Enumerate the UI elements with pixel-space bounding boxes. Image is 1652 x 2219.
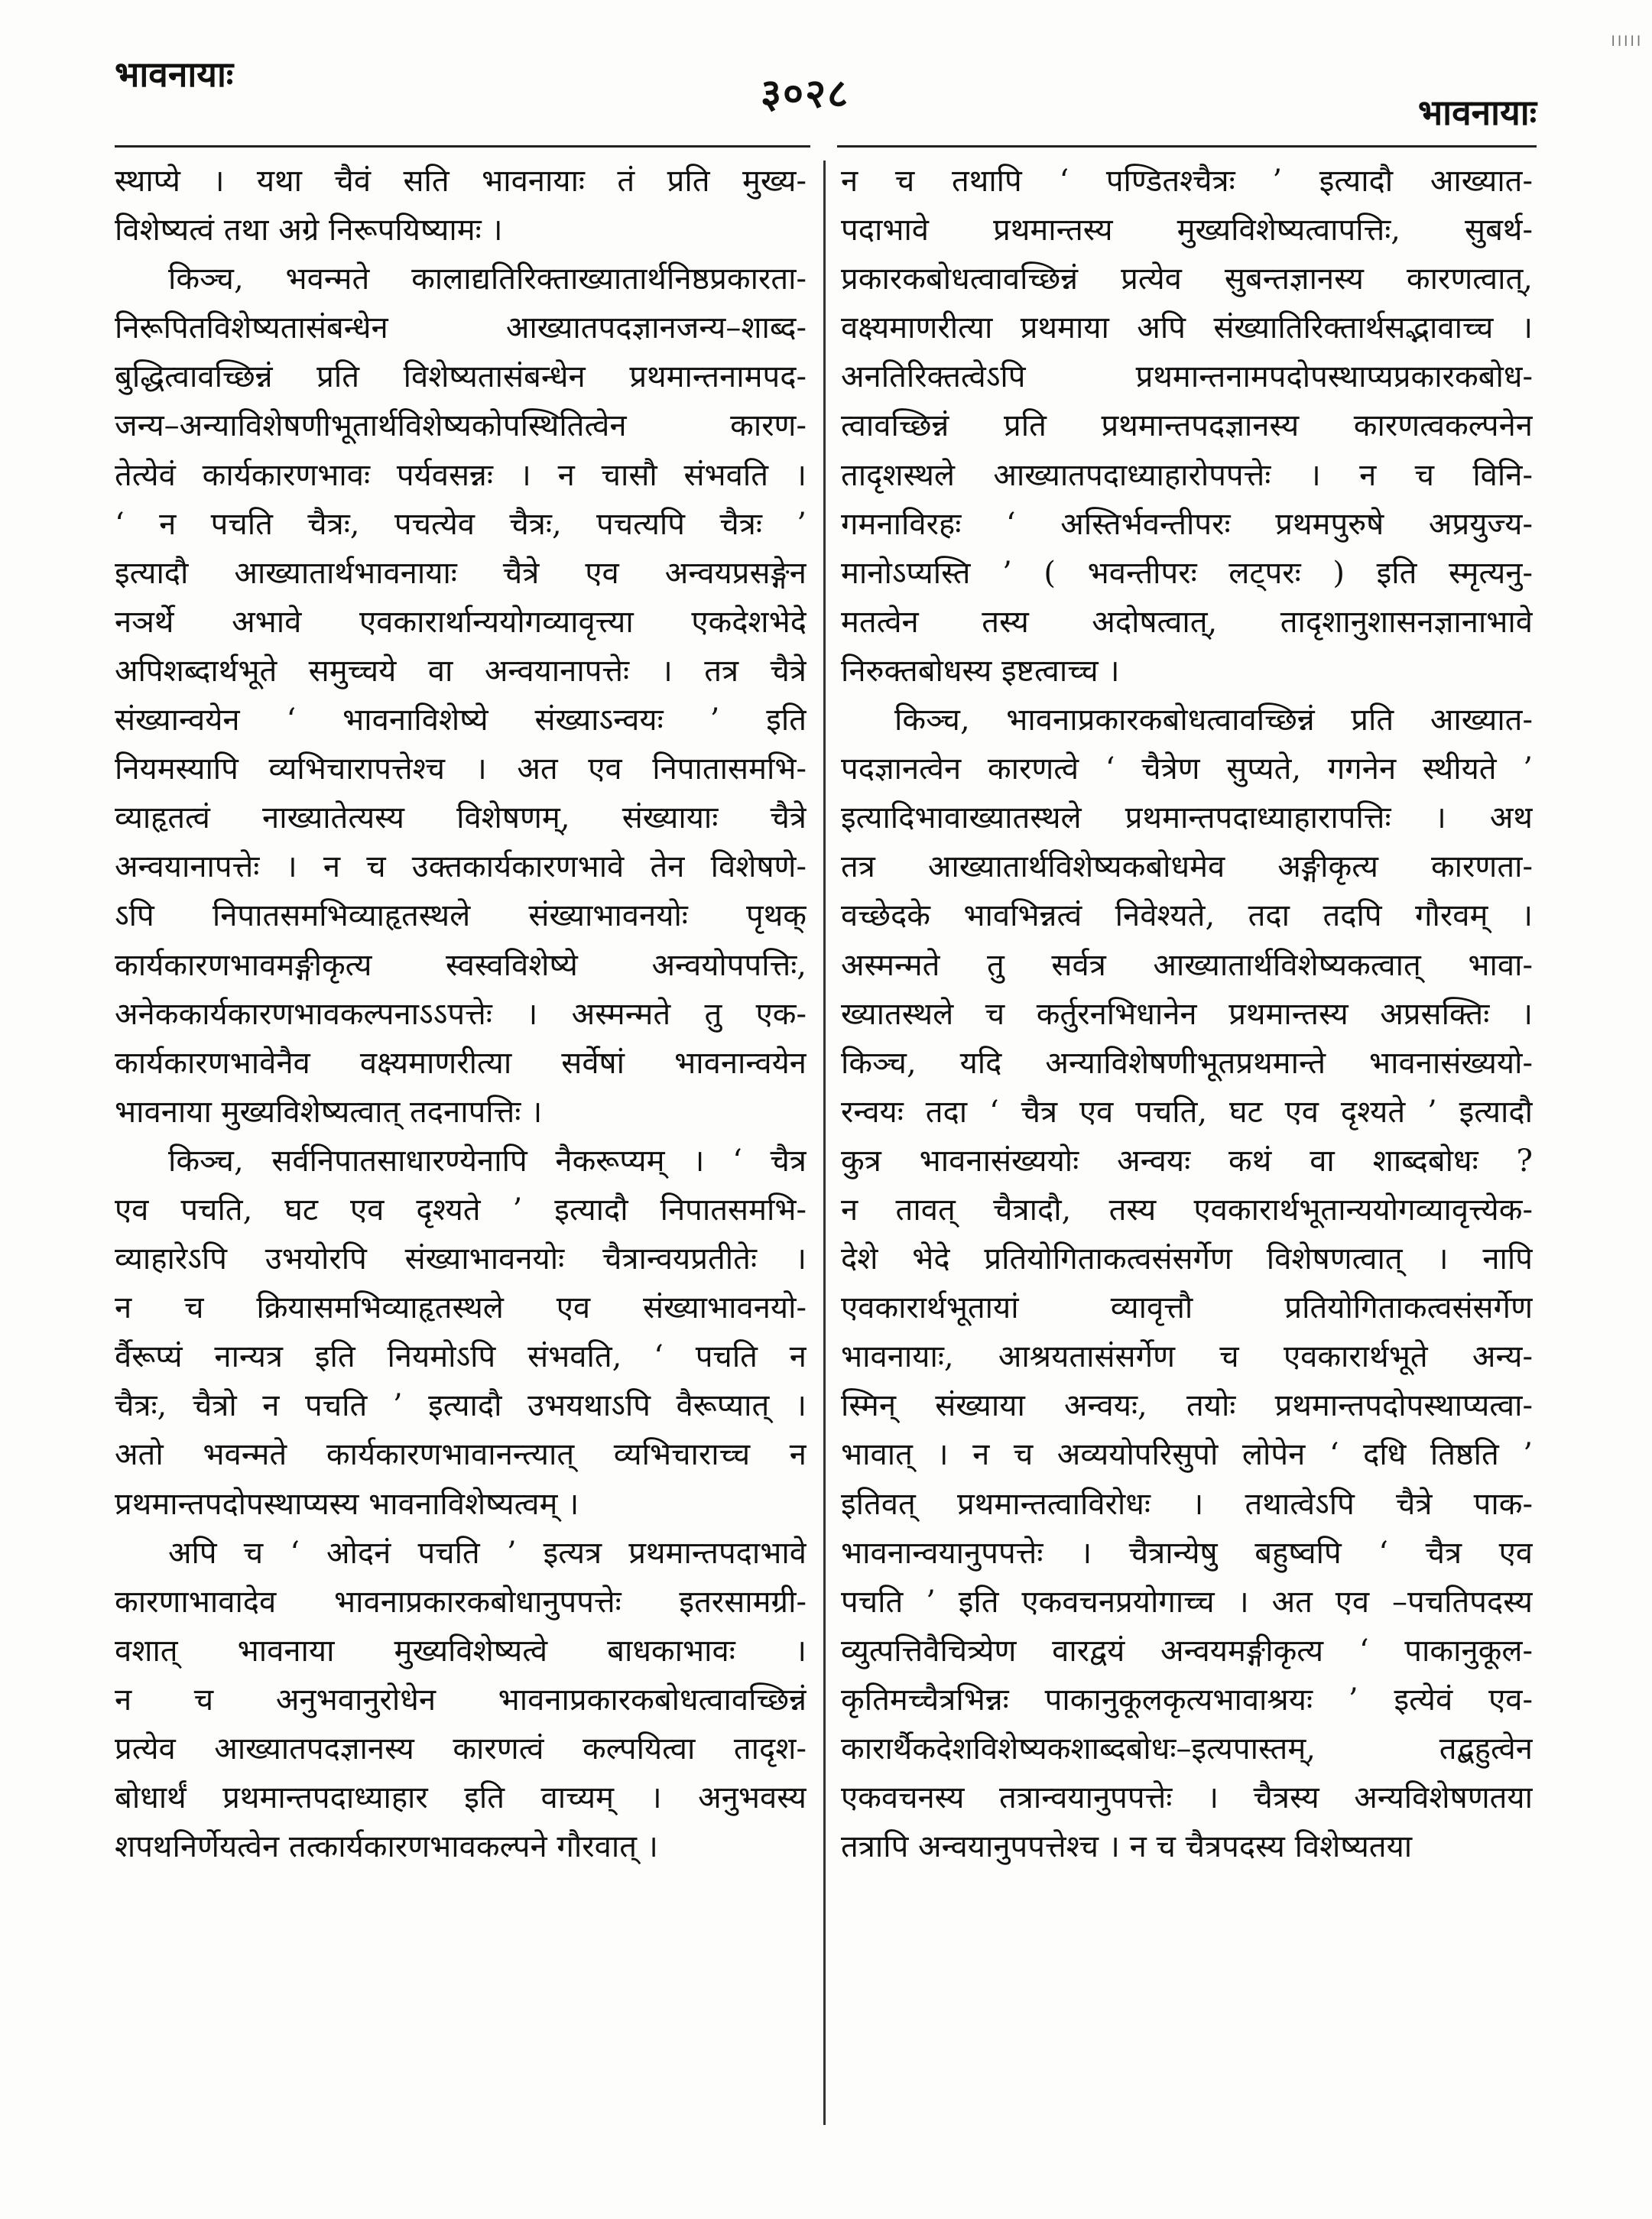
header-rule-left	[115, 145, 810, 148]
text-line: किञ्च, भवन्मते कालाद्यतिरिक्ताख्यातार्थनिष्ठप्रकारता-	[168, 261, 807, 297]
margin-mark: ।।।।।	[1609, 31, 1641, 50]
text-line: कारार्थैकदेशविशेष्यकशाब्दबोधः–इत्यपास्तम्, तद्बहुत्वेन	[841, 1731, 1533, 1766]
text-line: न तावत् चैत्रादौ, तस्य एवकारार्थभूतान्ययोगव्यावृत्त्येक-	[841, 1192, 1533, 1228]
header-left-title: भावनायाः	[115, 54, 234, 95]
text-line: नियमस्यापि व्यभिचारापत्तेश्च । अत एव निपातासमभि-	[115, 751, 807, 787]
text-line: मतत्वेन तस्य अदोषत्वात्, तादृशानुशासनज्ञानाभावे	[841, 604, 1533, 640]
header-rule-right	[837, 145, 1537, 148]
text-line: अनेककार्यकारणभावकल्पनाऽऽपत्तेः । अस्मन्मते तु एक-	[115, 996, 807, 1032]
text-line: किञ्च, भावनाप्रकारकबोधत्वावच्छिन्नं प्रति आख्यात-	[894, 702, 1533, 738]
text-line: कार्यकारणभावमङ्गीकृत्य स्वस्वविशेष्ये अन्वयोपपत्तिः,	[115, 947, 807, 983]
text-line: एव पचति, घट एव दृश्यते ’ इत्यादौ निपातसमभि-	[115, 1192, 807, 1228]
text-line: बोधार्थं प्रथमान्तपदाध्याहार इति वाच्यम् । अनुभवस्य	[115, 1780, 807, 1816]
text-line: भावात् । न च अव्ययोपरिसुपो लोपेन ‘ दधि तिष्ठति ’	[841, 1437, 1533, 1473]
text-line: र्वैरूप्यं नान्यत्र इति नियमोऽपि संभवति, ‘ पचति न	[115, 1339, 807, 1375]
text-line: वशात् भावनाया मुख्यविशेष्यत्वे बाधकाभावः ।	[115, 1633, 807, 1669]
text-line: तत्रापि अन्वयानुपपत्तेश्च । न च चैत्रपदस्य विशेष्यतया	[841, 1829, 1413, 1865]
text-line: व्याहृतत्वं नाख्यातेत्यस्य विशेषणम्, संख्यायाः चैत्रे	[115, 800, 807, 836]
text-line: न च तथापि ‘ पण्डितश्चैत्रः ’ इत्यादौ आख्यात-	[841, 164, 1533, 199]
text-line: किञ्च, यदि अन्याविशेषणीभूतप्रथमान्ते भावनासंख्ययो-	[841, 1045, 1533, 1081]
text-line: प्रकारकबोधत्वावच्छिन्नं प्रत्येव सुबन्तज्ञानस्य कारणत्वात्,	[841, 261, 1533, 297]
text-line: तत्र आख्यातार्थविशेष्यकबोधमेव अङ्गीकृत्य कारणता-	[841, 849, 1533, 885]
text-line: तेत्येवं कार्यकारणभावः पर्यवसन्नः । न चासौ संभवति ।	[115, 457, 807, 493]
text-line: व्युत्पत्तिवैचित्र्येण वारद्वयं अन्वयमङ्गीकृत्य ‘ पाकानुकूल-	[841, 1633, 1533, 1669]
text-line: नञर्थे अभावे एवकारार्थान्ययोगव्यावृत्त्या एकदेशभेदे	[115, 604, 807, 640]
text-line: अपि च ‘ ओदनं पचति ’ इत्यत्र प्रथमान्तपदाभावे	[168, 1535, 807, 1571]
text-line: अस्मन्मते तु सर्वत्र आख्यातार्थविशेष्यकत्वात् भावा-	[841, 947, 1533, 983]
text-line: बुद्धित्वावच्छिन्नं प्रति विशेष्यतासंबन्धेन प्रथमान्तनामपद-	[115, 359, 807, 395]
text-line: स्थाप्ये । यथा चैवं सति भावनायाः तं प्रति मुख्य-	[115, 164, 807, 199]
text-line: पचति ’ इति एकवचनप्रयोगाच्च । अत एव –पचतिपदस्य	[841, 1584, 1533, 1620]
column-divider	[823, 161, 826, 2125]
text-line: एवकारार्थभूतायां व्यावृत्तौ प्रतियोगिताकत्वसंसर्गेण	[841, 1290, 1533, 1326]
text-line: इतिवत् प्रथमान्तत्वाविरोधः । तथात्वेऽपि चैत्रे पाक-	[841, 1486, 1533, 1522]
text-line: रन्वयः तदा ‘ चैत्र एव पचति, घट एव दृश्यते ’ इत्यादौ	[841, 1094, 1533, 1130]
right-column	[841, 157, 1533, 1871]
text-line: संख्यान्वयेन ‘ भावनाविशेष्ये संख्याऽन्वयः ’ इति	[115, 702, 807, 738]
text-line: निरूपितविशेष्यतासंबन्धेन आख्यातपदज्ञानजन्य–शाब्द-	[115, 310, 807, 346]
text-line: स्मिन् संख्याया अन्वयः, तयोः प्रथमान्तपदोपस्थाप्यत्वा-	[841, 1388, 1533, 1424]
text-line: पदाभावे प्रथमान्तस्य मुख्यविशेष्यत्वापत्तिः, सुबर्थ-	[841, 212, 1533, 248]
text-line: वक्ष्यमाणरीत्या प्रथमाया अपि संख्यातिरिक्तार्थसद्भावाच्च ।	[841, 310, 1533, 346]
text-line: भावनान्वयानुपपत्तेः । चैत्रान्येषु बहुष्वपि ‘ चैत्र एव	[841, 1535, 1533, 1571]
text-line: इत्यादिभावाख्यातस्थले प्रथमान्तपदाध्याहारापत्तिः । अथ	[841, 800, 1533, 836]
text-line: अपिशब्दार्थभूते समुच्चये वा अन्वयानापत्तेः । तत्र चैत्रे	[115, 653, 807, 689]
text-line: भावनायाः, आश्रयतासंसर्गेण च एवकारार्थभूते अन्य-	[841, 1339, 1533, 1375]
text-line: देशे भेदे प्रतियोगिताकत्वसंसर्गेण विशेषणत्वात् । नापि	[841, 1241, 1533, 1277]
text-line: वच्छेदके भावभिन्नत्वं निवेश्यते, तदा तदपि गौरवम् ।	[841, 898, 1533, 934]
text-line: तादृशस्थले आख्यातपदाध्याहारोपपत्तेः । न च विनि-	[841, 457, 1533, 493]
text-line: भावनाया मुख्यविशेष्यत्वात् तदनापत्तिः ।	[115, 1094, 543, 1130]
text-line: किञ्च, सर्वनिपातसाधारण्येनापि नैकरूप्यम् । ‘ चैत्र	[168, 1143, 807, 1179]
text-line: प्रथमान्तपदोपस्थाप्यस्य भावनाविशेष्यत्वम् ।	[115, 1486, 579, 1522]
text-line: अनतिरिक्तत्वेऽपि प्रथमान्तनामपदोपस्थाप्यप्रकारकबोध-	[841, 359, 1533, 395]
text-line: मानोऽप्यस्ति ’ ( भवन्तीपरः लट्परः ) इति स्मृत्यनु-	[841, 555, 1533, 591]
text-line: एकवचनस्य तत्रान्वयानुपपत्तेः । चैत्रस्य अन्यविशेषणतया	[841, 1780, 1533, 1816]
text-line: विशेष्यत्वं तथा अग्रे निरूपयिष्यामः ।	[115, 212, 503, 248]
text-line: त्वावच्छिन्नं प्रति प्रथमान्तपदज्ञानस्य कारणत्वकल्पनेन	[841, 408, 1533, 444]
text-line: ख्यातस्थले च कर्तुरनभिधानेन प्रथमान्तस्य अप्रसक्तिः ।	[841, 996, 1533, 1032]
text-line: इत्यादौ आख्यातार्थभावनायाः चैत्रे एव अन्वयप्रसङ्गेन	[115, 555, 807, 591]
text-line: पदज्ञानत्वेन कारणत्वे ‘ चैत्रेण सुप्यते, गगनेन स्थीयते ’	[841, 751, 1533, 787]
header-right-title: भावनायाः	[1417, 92, 1537, 133]
text-line: अन्वयानापत्तेः । न च उक्तकार्यकारणभावे तेन विशेषणे-	[115, 849, 807, 885]
text-line: ‘ न पचति चैत्रः, पचत्येव चैत्रः, पचत्यपि चैत्रः ’	[115, 506, 807, 542]
text-line: प्रत्येव आख्यातपदज्ञानस्य कारणत्वं कल्पयित्वा तादृश-	[115, 1731, 807, 1766]
text-line: गमनाविरहः ‘ अस्तिर्भवन्तीपरः प्रथमपुरुषे अप्रयुज्य-	[841, 506, 1533, 542]
text-line: अतो भवन्मते कार्यकारणभावानन्त्यात् व्यभिचाराच्च न	[115, 1437, 807, 1473]
text-line: निरुक्तबोधस्य इष्टत्वाच्च ।	[841, 653, 1120, 689]
text-line: व्याहारेऽपि उभयोरपि संख्याभावनयोः चैत्रान्वयप्रतीतेः ।	[115, 1241, 807, 1277]
text-line: न च अनुभवानुरोधेन भावनाप्रकारकबोधत्वावच्छिन्नं	[115, 1682, 807, 1718]
page-header	[115, 42, 1537, 134]
text-line: ऽपि निपातसमभिव्याहृतस्थले संख्याभावनयोः पृथक्	[115, 898, 807, 934]
text-line: कार्यकारणभावेनैव वक्ष्यमाणरीत्या सर्वेषां भावनान्वयेन	[115, 1045, 807, 1081]
text-line: जन्य–अन्याविशेषणीभूतार्थविशेष्यकोपस्थितित्वेन कारण-	[115, 408, 807, 444]
page-number: ३०२८	[761, 71, 850, 117]
left-column	[115, 157, 807, 1871]
text-line: कारणाभावादेव भावनाप्रकारकबोधानुपपत्तेः इतरसामग्री-	[115, 1584, 807, 1620]
text-line: चैत्रः, चैत्रो न पचति ’ इत्यादौ उभयथाऽपि वैरूप्यात् ।	[115, 1388, 807, 1424]
text-line: शपथनिर्णेयत्वेन तत्कार्यकारणभावकल्पने गौरवात् ।	[115, 1829, 658, 1865]
text-line: न च क्रियासमभिव्याहृतस्थले एव संख्याभावनयो-	[115, 1290, 807, 1326]
text-line: कृतिमच्चैत्रभिन्नः पाकानुकूलकृत्यभावाश्रयः ’ इत्येवं एव-	[841, 1682, 1533, 1718]
text-line: कुत्र भावनासंख्ययोः अन्वयः कथं वा शाब्दबोधः ?	[841, 1143, 1533, 1179]
